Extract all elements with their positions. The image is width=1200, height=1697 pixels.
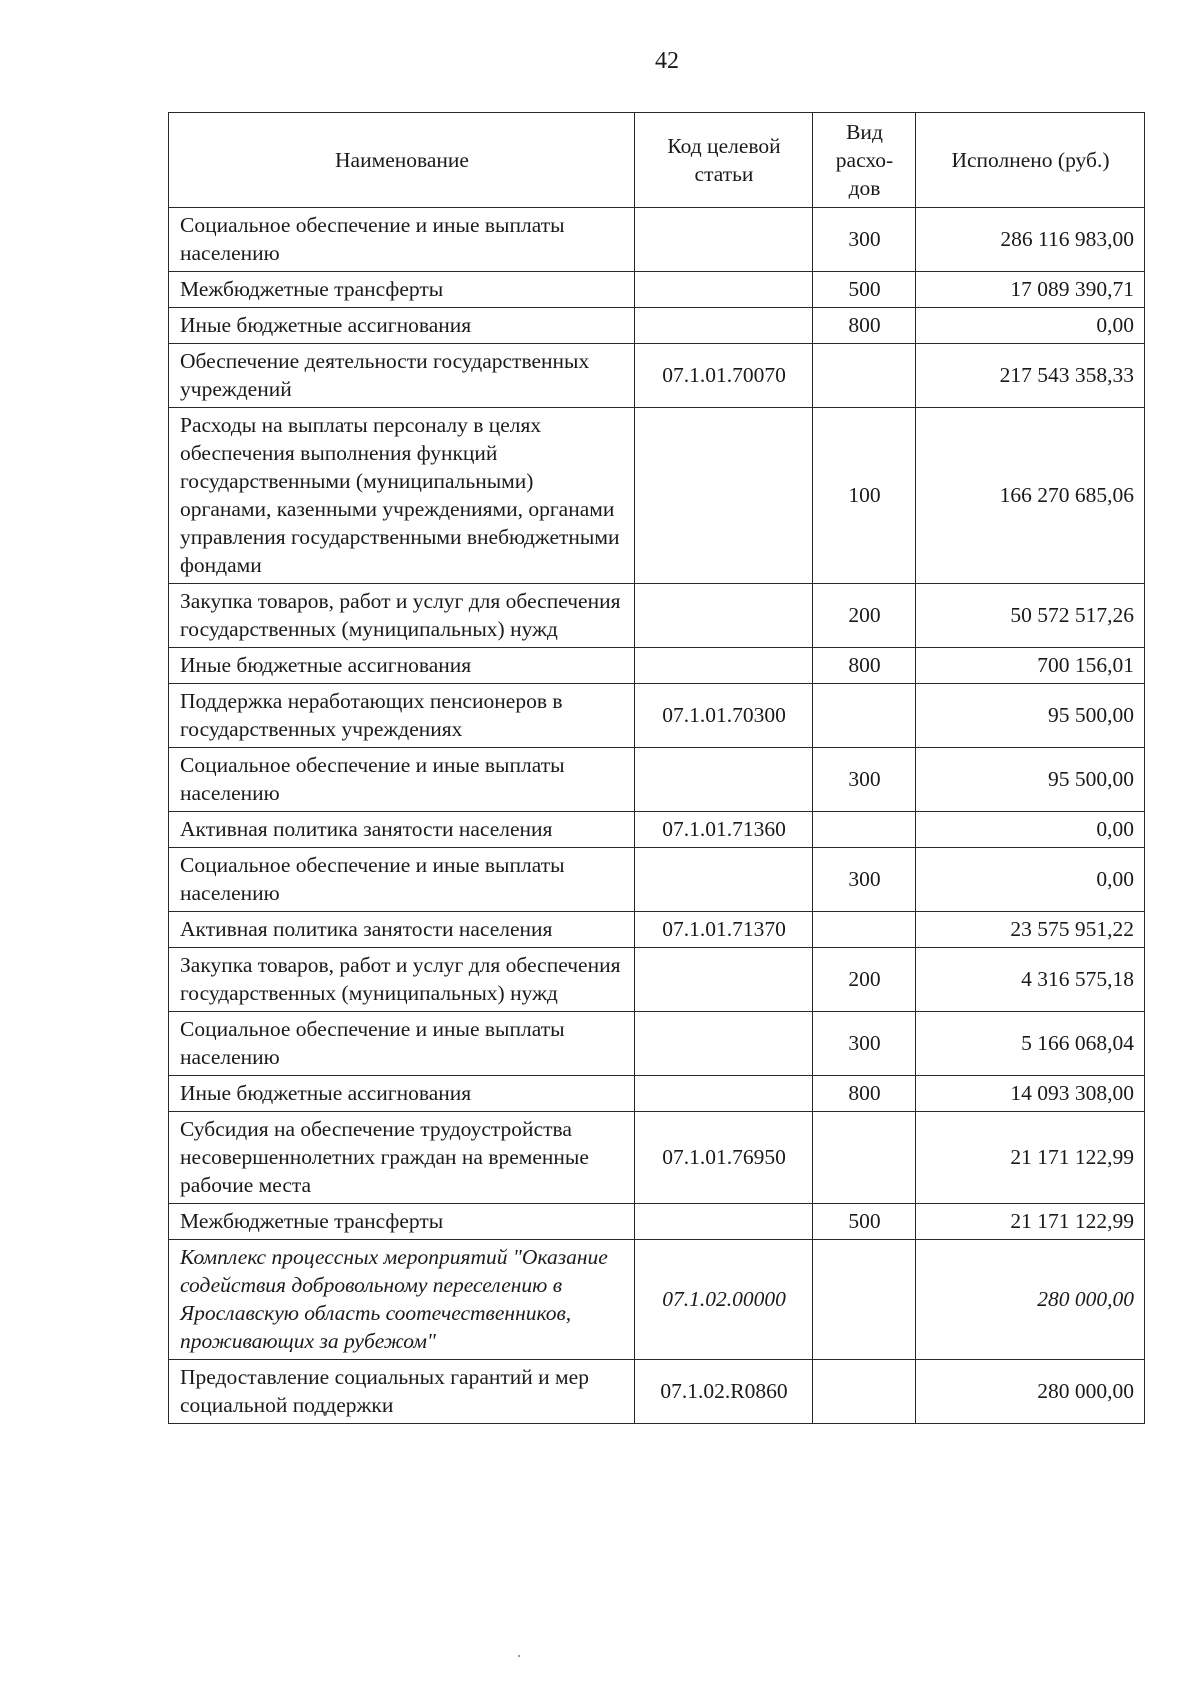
- row-target-code: [635, 584, 813, 648]
- row-expense-type: 500: [813, 272, 916, 308]
- row-expense-type: [813, 912, 916, 948]
- row-expense-type: [813, 1360, 916, 1424]
- row-expense-type: 200: [813, 948, 916, 1012]
- row-target-code: [635, 1012, 813, 1076]
- table-row-program-complex: [169, 1240, 1145, 1360]
- row-target-code: [635, 272, 813, 308]
- table-row: [169, 684, 1145, 748]
- row-name: Активная политика занятости населения: [169, 812, 635, 848]
- row-executed-amount: 23 575 951,22: [916, 912, 1145, 948]
- row-expense-type: 200: [813, 584, 916, 648]
- table-row: [169, 1076, 1145, 1112]
- row-expense-type: 800: [813, 648, 916, 684]
- row-expense-type: 800: [813, 1076, 916, 1112]
- row-name: Иные бюджетные ассигнования: [169, 308, 635, 344]
- row-expense-type: 300: [813, 208, 916, 272]
- row-executed-amount: 217 543 358,33: [916, 344, 1145, 408]
- row-name: Межбюджетные трансферты: [169, 1204, 635, 1240]
- row-target-code: [635, 308, 813, 344]
- budget-execution-table: [168, 112, 1145, 1424]
- row-name: Предоставление социальных гарантий и мер социальной поддержки: [169, 1360, 635, 1424]
- row-expense-type: [813, 684, 916, 748]
- header-expense-type: Вид расхо-дов: [813, 113, 916, 208]
- row-executed-amount: 50 572 517,26: [916, 584, 1145, 648]
- row-target-code: 07.1.01.70300: [635, 684, 813, 748]
- row-name: Расходы на выплаты персоналу в целях обеспечения выполнения функций государственными (муниципальными) органами, казенными учреждениями, органами управления государственными внебюджетными фондами: [169, 408, 635, 584]
- table-row: [169, 208, 1145, 272]
- row-executed-amount: 17 089 390,71: [916, 272, 1145, 308]
- row-executed-amount: 21 171 122,99: [916, 1112, 1145, 1204]
- table-row: [169, 1112, 1145, 1204]
- row-target-code: [635, 948, 813, 1012]
- row-expense-type: 300: [813, 1012, 916, 1076]
- scan-speck: [518, 1655, 520, 1657]
- row-target-code: [635, 408, 813, 584]
- row-target-code: 07.1.01.70070: [635, 344, 813, 408]
- row-executed-amount: 166 270 685,06: [916, 408, 1145, 584]
- row-expense-type: [813, 1240, 916, 1360]
- row-expense-type: 300: [813, 848, 916, 912]
- row-target-code: 07.1.02.00000: [635, 1240, 813, 1360]
- table-row: [169, 848, 1145, 912]
- table-row: [169, 912, 1145, 948]
- row-expense-type: [813, 1112, 916, 1204]
- table-row: [169, 1204, 1145, 1240]
- row-target-code: [635, 848, 813, 912]
- row-executed-amount: 0,00: [916, 848, 1145, 912]
- row-name: Обеспечение деятельности государственных учреждений: [169, 344, 635, 408]
- row-executed-amount: 700 156,01: [916, 648, 1145, 684]
- row-name: Закупка товаров, работ и услуг для обеспечения государственных (муниципальных) нужд: [169, 584, 635, 648]
- row-target-code: [635, 1076, 813, 1112]
- row-name: Комплекс процессных мероприятий "Оказание содействия добровольному переселению в Ярославскую область соотечественников, проживающих за рубежом": [169, 1240, 635, 1360]
- page-number: 42: [655, 48, 679, 74]
- row-target-code: 07.1.01.76950: [635, 1112, 813, 1204]
- row-name: Социальное обеспечение и иные выплаты населению: [169, 208, 635, 272]
- row-executed-amount: 4 316 575,18: [916, 948, 1145, 1012]
- row-executed-amount: 0,00: [916, 812, 1145, 848]
- table-row: [169, 408, 1145, 584]
- row-name: Активная политика занятости населения: [169, 912, 635, 948]
- row-expense-type: [813, 812, 916, 848]
- row-name: Поддержка неработающих пенсионеров в государственных учреждениях: [169, 684, 635, 748]
- table-row: [169, 748, 1145, 812]
- table-row: [169, 344, 1145, 408]
- row-expense-type: 300: [813, 748, 916, 812]
- table-row: [169, 1012, 1145, 1076]
- row-executed-amount: 95 500,00: [916, 748, 1145, 812]
- row-name: Социальное обеспечение и иные выплаты населению: [169, 748, 635, 812]
- row-name: Социальное обеспечение и иные выплаты населению: [169, 848, 635, 912]
- table-row: [169, 648, 1145, 684]
- table-row: [169, 1360, 1145, 1424]
- row-name: Иные бюджетные ассигнования: [169, 648, 635, 684]
- row-expense-type: 800: [813, 308, 916, 344]
- table-row: [169, 272, 1145, 308]
- row-executed-amount: 280 000,00: [916, 1240, 1145, 1360]
- row-target-code: [635, 748, 813, 812]
- row-name: Социальное обеспечение и иные выплаты населению: [169, 1012, 635, 1076]
- row-target-code: [635, 1204, 813, 1240]
- row-executed-amount: 5 166 068,04: [916, 1012, 1145, 1076]
- table-body: [169, 208, 1145, 1424]
- row-executed-amount: 280 000,00: [916, 1360, 1145, 1424]
- row-name: Закупка товаров, работ и услуг для обеспечения государственных (муниципальных) нужд: [169, 948, 635, 1012]
- table-row: [169, 584, 1145, 648]
- row-target-code: [635, 648, 813, 684]
- row-target-code: 07.1.02.R0860: [635, 1360, 813, 1424]
- row-executed-amount: 0,00: [916, 308, 1145, 344]
- header-name: Наименование: [169, 113, 635, 208]
- row-executed-amount: 286 116 983,00: [916, 208, 1145, 272]
- row-name: Иные бюджетные ассигнования: [169, 1076, 635, 1112]
- row-target-code: 07.1.01.71360: [635, 812, 813, 848]
- row-expense-type: 500: [813, 1204, 916, 1240]
- header-target-code: Код целевой статьи: [635, 113, 813, 208]
- table-row: [169, 812, 1145, 848]
- row-target-code: 07.1.01.71370: [635, 912, 813, 948]
- row-target-code: [635, 208, 813, 272]
- row-name: Субсидия на обеспечение трудоустройства несовершеннолетних граждан на временные рабочие места: [169, 1112, 635, 1204]
- row-expense-type: 100: [813, 408, 916, 584]
- row-name: Межбюджетные трансферты: [169, 272, 635, 308]
- row-expense-type: [813, 344, 916, 408]
- row-executed-amount: 95 500,00: [916, 684, 1145, 748]
- row-executed-amount: 14 093 308,00: [916, 1076, 1145, 1112]
- table-header-row: [169, 113, 1145, 208]
- row-executed-amount: 21 171 122,99: [916, 1204, 1145, 1240]
- table-row: [169, 948, 1145, 1012]
- header-executed-amount: Исполнено (руб.): [916, 113, 1145, 208]
- table-row: [169, 308, 1145, 344]
